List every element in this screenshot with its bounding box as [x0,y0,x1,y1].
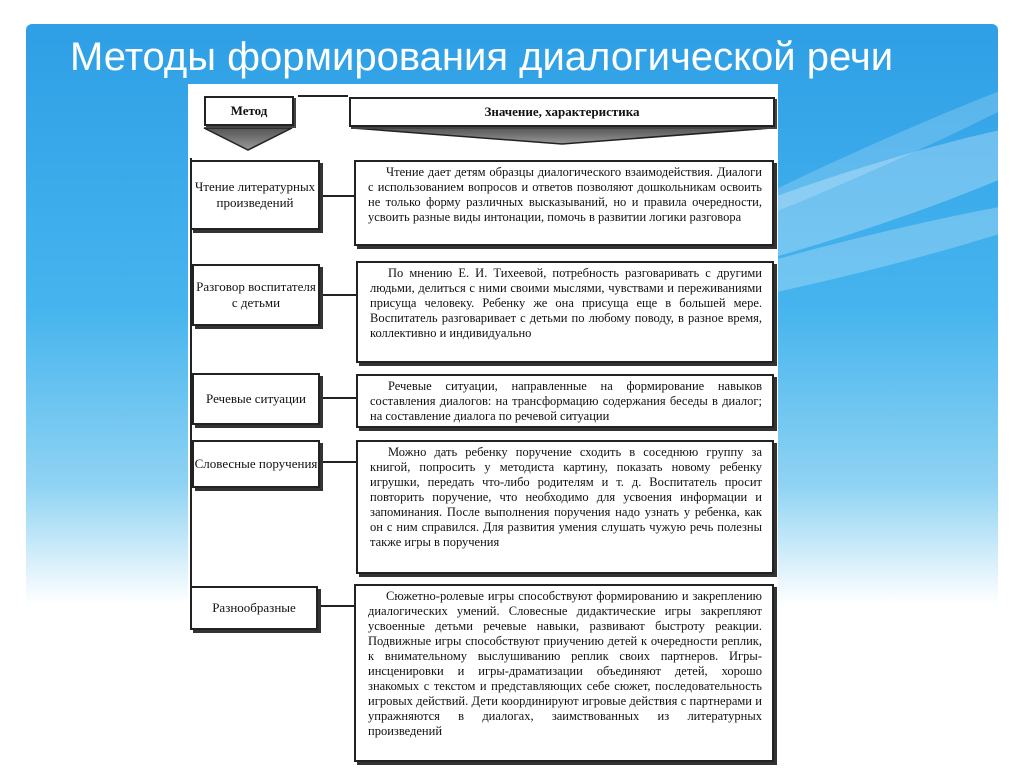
meaning-header-arrow [352,128,772,144]
description-text: Можно дать ребенку поручение сходить в соседнюю группу за книгой, попросить у методиста картину, показать новому ребенку игрушки, передать что-либо родителям и т. д. Воспитатель просит повторить поручение, что необходимо для усвоения информации и запоминания. После выполнения поручения надо узнать у ребенка, как он с ним справился. Для развития умения слушать чужую речь полезны также игры в поручения [370,445,762,549]
description-text: По мнению Е. И. Тихеевой, потребность разговаривать с другими людьми, делиться с ними своими мыслями, чувствами и переживаниями присуща человеку. Ребенку же она присуща еще в большей мере. Воспитатель разговаривает с детьми по любому поводу, в разное время, коллективно и индивидуально [370,266,762,340]
method-header [204,96,294,126]
method-label: Чтение литературных произведений [194,179,316,210]
description-text: Сюжетно-ролевые игры способствуют формированию и закреплению диалогических умений. Словесные дидактические игры закрепляют усвоенные детьми речевые навыки, развивают быстроту реакции. Подвижные игры способствуют приучению детей к очередности реплик, к внимательному выслушиванию реплик своих партнеров. Игры-инсценировки и игры-драматизации объединяют детей, хорошо знакомых с текстом и представляющих себе сюжет, последовательность игровых действий. Дети координируют игровые действия с партнерами и упражняются в диалогах, заимствованных из литературных произведений [368,589,762,738]
description-box-speech-situations [356,374,774,428]
method-box-speech-situations [192,373,320,425]
slide-title: Методы формирования диалогической речи [70,35,894,79]
method-box-conversation [192,264,320,326]
description-box-conversation [356,261,774,363]
method-box-various [190,586,318,630]
description-box-various [354,584,774,762]
method-box-verbal-assignments [192,440,320,488]
method-header-arrow [204,128,292,150]
method-label: Словесные поручения [194,456,318,471]
description-box-verbal-assignments [356,440,774,574]
description-box-reading [354,160,774,246]
meaning-header [349,97,775,127]
method-label: Разговор воспитателя с детьми [196,279,316,310]
method-box-reading [190,160,320,230]
method-header-label: Метод [230,103,268,118]
method-label: Речевые ситуации [206,391,306,406]
method-label: Разнообразные [212,600,296,615]
description-text: Чтение дает детям образцы диалогического взаимодействия. Диалоги с использованием вопросов и ответов позволяют дошкольникам освоить не только форму различных высказываний, но и правила очередности, усвоить разные виды интонации, помочь в развитии логики разговора [368,165,762,224]
meaning-header-label: Значение, характеристика [484,104,640,119]
description-text: Речевые ситуации, направленные на формирование навыков составления диалогов: на трансформацию содержания беседы в диалог; на составление диалога по речевой ситуации [370,379,762,423]
